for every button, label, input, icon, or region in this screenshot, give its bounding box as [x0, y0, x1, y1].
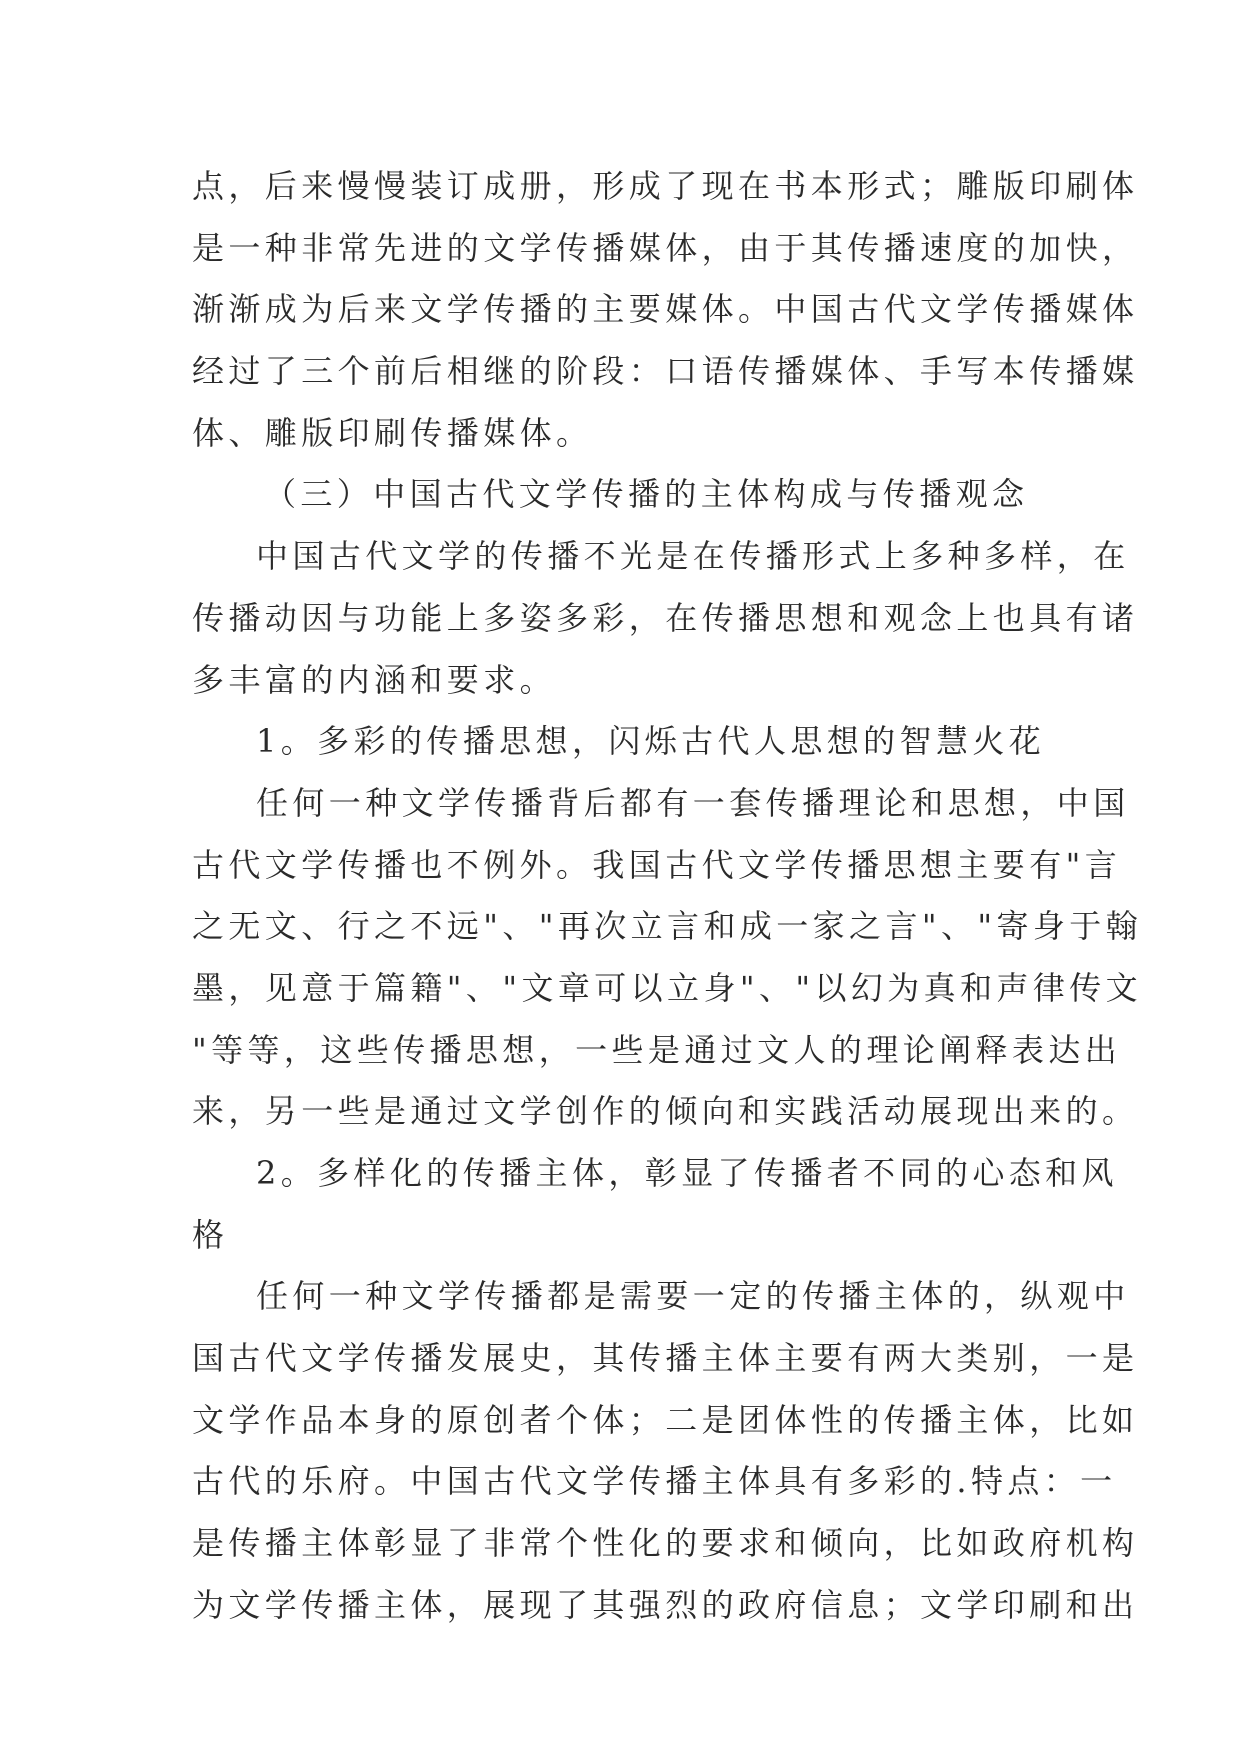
subheading: 1。多彩的传播思想，闪烁古代人思想的智慧火花	[256, 722, 1046, 761]
text-line: 传播动因与功能上多姿多彩，在传播思想和观念上也具有诸	[192, 598, 1139, 637]
text-line: 渐渐成为后来文学传播的主要媒体。中国古代文学传播媒体	[192, 290, 1139, 329]
text-line: 是传播主体彰显了非常个性化的要求和倾向，比如政府机构	[192, 1524, 1139, 1563]
text-line: 古代文学传播也不例外。我国古代文学传播思想主要有"言	[192, 845, 1122, 884]
section-heading: （三）中国古代文学传播的主体构成与传播观念	[264, 475, 1029, 514]
text-line: 任何一种文学传播都是需要一定的传播主体的，纵观中	[256, 1277, 1130, 1316]
text-line: 古代的乐府。中国古代文学传播主体具有多彩的.特点：一	[192, 1462, 1117, 1501]
text-line: 墨，见意于篇籍"、"文章可以立身"、"以幻为真和声律传文	[192, 968, 1143, 1007]
text-line: 国古代文学传播发展史，其传播主体主要有两大类别，一是	[192, 1339, 1139, 1378]
body-text	[192, 156, 1143, 1637]
text-line: 点，后来慢慢装订成册，形成了现在书本形式；雕版印刷体	[192, 167, 1139, 205]
text-line: 中国古代文学的传播不光是在传播形式上多种多样，在	[256, 537, 1130, 576]
text-line: 之无文、行之不远"、"再次立言和成一家之言"、"寄身于翰	[192, 907, 1143, 946]
text-line: 任何一种文学传播背后都有一套传播理论和思想，中国	[256, 783, 1130, 822]
text-line: 来，另一些是通过文学创作的倾向和实践活动展现出来的。	[192, 1092, 1139, 1131]
text-line: 体、雕版印刷传播媒体。	[192, 413, 593, 452]
text-line: 为文学传播主体，展现了其强烈的政府信息；文学印刷和出	[192, 1585, 1139, 1624]
text-line: "等等，这些传播思想，一些是通过文人的理论阐释表达出	[192, 1030, 1122, 1069]
text-line: 格	[192, 1215, 229, 1254]
subheading: 2。多样化的传播主体，彰显了传播者不同的心态和风	[256, 1154, 1118, 1192]
text-line: 多丰富的内涵和要求。	[192, 660, 557, 699]
text-line: 是一种非常先进的文学传播媒体，由于其传播速度的加快，	[192, 228, 1139, 267]
text-line: 经过了三个前后相继的阶段：口语传播媒体、手写本传播媒	[192, 352, 1139, 391]
text-line: 文学作品本身的原创者个体；二是团体性的传播主体，比如	[192, 1400, 1139, 1439]
